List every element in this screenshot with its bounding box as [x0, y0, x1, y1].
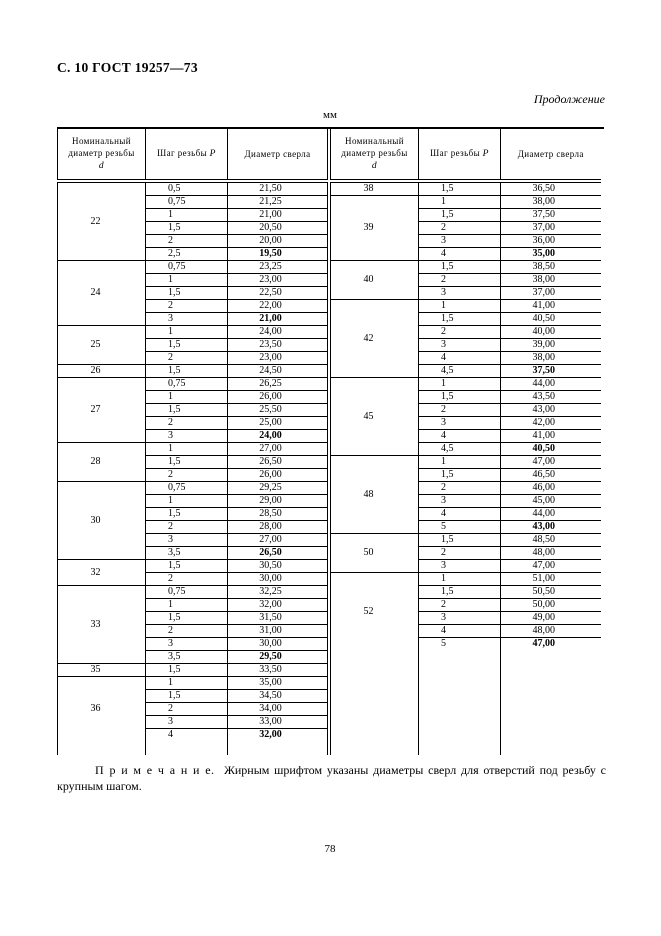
pitch-cell: 0,75 [146, 196, 228, 209]
drill-diameter-cell: 21,50 [228, 181, 328, 196]
empty-cell [228, 741, 328, 755]
pitch-cell: 1,5 [419, 261, 501, 274]
nominal-diameter-cell: 28 [58, 443, 146, 482]
pitch-cell: 1 [419, 573, 501, 586]
drill-diameter-cell: 26,50 [228, 456, 328, 469]
table-row [331, 534, 601, 547]
table-row [331, 573, 601, 586]
drill-diameter-cell: 48,00 [501, 625, 601, 638]
table-row [58, 261, 328, 274]
drill-diameter-cell: 36,50 [501, 181, 601, 196]
table-row [58, 560, 328, 573]
pitch-cell: 1,5 [146, 456, 228, 469]
col-header-drill-diameter [228, 129, 328, 181]
drill-diameter-cell: 24,00 [228, 430, 328, 443]
table-header-row [331, 129, 601, 181]
drill-diameter-cell: 50,00 [501, 599, 601, 612]
drill-diameter-cell: 34,00 [228, 703, 328, 716]
drill-diameter-cell: 39,00 [501, 339, 601, 352]
drill-diameter-cell: 23,50 [228, 339, 328, 352]
pitch-cell: 1,5 [419, 469, 501, 482]
col-header-nominal-diameter [58, 129, 146, 181]
table-row [331, 456, 601, 469]
pitch-cell: 0,75 [146, 482, 228, 495]
pitch-cell: 2 [146, 469, 228, 482]
nominal-diameter-cell: 32 [58, 560, 146, 586]
table-row [331, 300, 601, 313]
pitch-cell: 2 [146, 417, 228, 430]
drill-diameter-cell: 47,00 [501, 560, 601, 573]
pitch-cell: 2 [419, 404, 501, 417]
pitch-cell: 1 [419, 456, 501, 469]
table-row [58, 482, 328, 495]
nominal-diameter-cell: 50 [331, 534, 419, 573]
drill-diameter-cell: 34,50 [228, 690, 328, 703]
pitch-cell: 1,5 [146, 222, 228, 235]
pitch-cell: 2 [419, 599, 501, 612]
drill-diameter-cell: 35,00 [501, 248, 601, 261]
pitch-cell: 1,5 [146, 339, 228, 352]
drill-diameter-cell: 45,00 [501, 495, 601, 508]
col-header-nominal-diameter [331, 129, 419, 181]
table-row [331, 181, 601, 196]
drill-diameter-cell: 24,50 [228, 365, 328, 378]
note-label: П р и м е ч а н и е. [95, 763, 215, 777]
empty-cell [501, 650, 601, 755]
drill-diameter-cell: 37,50 [501, 209, 601, 222]
drill-diameter-cell: 20,00 [228, 235, 328, 248]
table-row [331, 378, 601, 391]
empty-cell [58, 741, 146, 755]
drill-diameter-cell: 49,00 [501, 612, 601, 625]
drill-diameter-cell: 43,00 [501, 404, 601, 417]
drill-diameter-cell: 21,00 [228, 313, 328, 326]
pitch-cell: 3 [419, 560, 501, 573]
pitch-cell: 1,5 [146, 612, 228, 625]
drill-diameter-cell: 36,00 [501, 235, 601, 248]
table-row [331, 261, 601, 274]
pitch-cell: 3 [419, 235, 501, 248]
drill-diameter-cell: 32,25 [228, 586, 328, 599]
col-header-symbol: d [98, 161, 105, 172]
drill-diameter-cell: 25,50 [228, 404, 328, 417]
drill-diameter-cell: 30,50 [228, 560, 328, 573]
drill-diameter-cell: 32,00 [259, 729, 282, 740]
pitch-cell: 2 [146, 300, 228, 313]
table-row [58, 181, 328, 196]
pitch-cell: 4,5 [419, 443, 501, 456]
drill-diameter-cell: 21,00 [228, 209, 328, 222]
col-header-pitch [419, 129, 501, 181]
drill-diameter-cell: 38,50 [501, 261, 601, 274]
drill-diameter-cell: 40,00 [501, 326, 601, 339]
pitch-cell: 5 [419, 638, 501, 651]
drill-diameter-cell: 40,50 [501, 443, 601, 456]
drill-diameter-cell: 37,00 [501, 287, 601, 300]
drill-diameter-cell: 51,00 [501, 573, 601, 586]
pitch-cell: 1 [419, 196, 501, 209]
col-header-label: Шаг резьбы [157, 148, 208, 159]
drill-diameter-cell: 40,50 [501, 313, 601, 326]
nominal-diameter-cell: 38 [331, 181, 419, 196]
empty-cell [419, 650, 501, 755]
nominal-diameter-cell: 22 [58, 181, 146, 261]
pitch-cell: 1,5 [419, 181, 501, 196]
nominal-diameter-cell: 35 [58, 664, 146, 677]
drill-diameter-cell: 43,00 [501, 521, 601, 534]
drill-diameter-cell: 22,00 [228, 300, 328, 313]
pitch-cell: 3 [419, 495, 501, 508]
table-filler-row [58, 741, 328, 755]
drill-diameter-cell: 32,00 [228, 599, 328, 612]
pitch-cell: 3 [419, 417, 501, 430]
drill-diameter-cell: 44,00 [501, 508, 601, 521]
pitch-cell: 1 [419, 300, 501, 313]
drill-diameter-cell: 29,00 [228, 495, 328, 508]
pitch-cell: 1 [419, 378, 501, 391]
pitch-cell: 2 [419, 274, 501, 287]
drill-diameter-cell: 33,00 [228, 716, 328, 729]
pitch-cell: 1 [146, 326, 228, 339]
drill-diameter-cell: 30,00 [228, 638, 328, 651]
note [57, 762, 606, 794]
table-filler-row [331, 650, 601, 755]
pitch-cell: 1,5 [146, 664, 228, 677]
pitch-cell: 1 [146, 495, 228, 508]
pitch-cell: 4 [419, 508, 501, 521]
pitch-cell: 4 [419, 248, 501, 261]
pitch-cell: 1,5 [419, 313, 501, 326]
drill-diameter-cell: 38,00 [501, 196, 601, 209]
drill-diameter-cell: 38,00 [501, 274, 601, 287]
nominal-diameter-cell: 33 [58, 586, 146, 664]
pitch-cell: 1 [146, 443, 228, 456]
drill-diameter-cell: 50,50 [501, 586, 601, 599]
pitch-cell: 4 [419, 430, 501, 443]
drill-diameter-cell: 30,00 [228, 573, 328, 586]
drill-diameter-cell: 26,00 [228, 469, 328, 482]
drill-diameter-cell: 25,00 [228, 417, 328, 430]
col-header-label: Диаметр сверла [244, 148, 311, 159]
pitch-cell: 2 [419, 326, 501, 339]
pitch-cell: 3 [146, 716, 228, 729]
table-row [58, 443, 328, 456]
drill-diameter-cell: 20,50 [228, 222, 328, 235]
drill-diameter-cell: 26,50 [228, 547, 328, 560]
pitch-cell: 5 [419, 521, 501, 534]
pitch-cell: 2 [146, 625, 228, 638]
drill-diameter-cell: 42,00 [501, 417, 601, 430]
drill-diameter-cell: 31,50 [228, 612, 328, 625]
nominal-diameter-cell: 24 [58, 261, 146, 326]
pitch-cell: 1 [146, 209, 228, 222]
drill-diameter-cell: 38,00 [501, 352, 601, 365]
drill-diameter-cell: 24,00 [228, 326, 328, 339]
drill-diameter-cell: 22,50 [228, 287, 328, 300]
nominal-diameter-cell: 48 [331, 456, 419, 534]
drill-diameter-cell: 33,50 [228, 664, 328, 677]
drill-diameter-tables [57, 127, 604, 755]
pitch-cell: 2 [146, 352, 228, 365]
drill-diameter-cell: 37,00 [501, 222, 601, 235]
col-header-label: Номинальный диаметр резьбы [341, 135, 408, 159]
col-header-label: Номинальный диаметр резьбы [68, 135, 135, 159]
pitch-cell: 2,5 [146, 248, 228, 261]
pitch-cell: 3 [146, 534, 228, 547]
drill-diameter-cell: 28,50 [228, 508, 328, 521]
pitch-cell: 3,5 [146, 651, 228, 664]
pitch-cell: 3 [146, 313, 228, 326]
nominal-diameter-cell: 36 [58, 677, 146, 742]
pitch-cell: 1,5 [419, 586, 501, 599]
page-number: 78 [324, 843, 336, 855]
drill-diameter-cell: 27,00 [228, 534, 328, 547]
empty-cell [331, 650, 419, 755]
drill-diameter-cell: 26,00 [228, 391, 328, 404]
pitch-cell: 3 [419, 287, 501, 300]
pitch-cell: 3 [146, 638, 228, 651]
drill-diameter-cell: 31,00 [228, 625, 328, 638]
table-row [58, 365, 328, 378]
table-row [58, 664, 328, 677]
pitch-cell: 1,5 [146, 365, 228, 378]
pitch-cell: 3,5 [146, 547, 228, 560]
nominal-diameter-cell: 42 [331, 300, 419, 378]
pitch-cell: 2 [419, 222, 501, 235]
drill-diameter-cell: 48,50 [501, 534, 601, 547]
drill-diameter-cell: 35,00 [228, 677, 328, 690]
drill-diameter-cell: 48,00 [501, 547, 601, 560]
pitch-cell: 1,5 [146, 560, 228, 573]
pitch-cell: 1,5 [146, 508, 228, 521]
pitch-cell: 2 [419, 547, 501, 560]
pitch-cell: 4 [146, 729, 228, 742]
nominal-diameter-cell: 26 [58, 365, 146, 378]
drill-diameter-cell: 41,00 [501, 300, 601, 313]
drill-diameter-cell: 41,00 [501, 430, 601, 443]
col-header-label: Шаг резьбы [430, 148, 481, 159]
table-row [58, 677, 328, 690]
pitch-cell: 0,5 [146, 181, 228, 196]
pitch-cell: 3 [419, 612, 501, 625]
nominal-diameter-cell: 45 [331, 378, 419, 456]
pitch-cell: 1,5 [146, 287, 228, 300]
pitch-cell: 2 [146, 521, 228, 534]
drill-diameter-cell: 23,25 [228, 261, 328, 274]
pitch-cell: 4,5 [419, 365, 501, 378]
pitch-cell: 3 [419, 339, 501, 352]
pitch-cell: 0,75 [146, 586, 228, 599]
pitch-cell: 0,75 [146, 378, 228, 391]
continuation-label: Продолжение [533, 92, 605, 106]
pitch-cell: 1 [146, 391, 228, 404]
drill-diameter-cell: 43,50 [501, 391, 601, 404]
col-header-label: Диаметр сверла [517, 148, 584, 159]
drill-diameter-cell: 47,00 [532, 638, 555, 649]
table-row [331, 196, 601, 209]
pitch-cell: 2 [146, 235, 228, 248]
drill-table-right [330, 129, 601, 755]
table-row [58, 378, 328, 391]
note-text: Жирным шрифтом указаны диаметры сверл для отверстий под резьбу с крупным шагом. [57, 763, 606, 794]
nominal-diameter-cell: 40 [331, 261, 419, 300]
nominal-diameter-cell: 30 [58, 482, 146, 560]
table-row [58, 326, 328, 339]
col-header-symbol: P [482, 149, 489, 160]
drill-diameter-cell: 47,00 [501, 456, 601, 469]
drill-diameter-cell: 28,00 [228, 521, 328, 534]
pitch-cell: 1 [146, 599, 228, 612]
empty-cell [146, 741, 228, 755]
drill-diameter-cell: 27,00 [228, 443, 328, 456]
nominal-diameter-cell: 52 [331, 573, 419, 651]
unit-label: мм [323, 109, 337, 121]
drill-diameter-cell: 44,00 [501, 378, 601, 391]
col-header-pitch [146, 129, 228, 181]
drill-diameter-cell: 23,00 [228, 352, 328, 365]
pitch-cell: 1,5 [146, 404, 228, 417]
pitch-cell: 1,5 [146, 690, 228, 703]
nominal-diameter-cell: 25 [58, 326, 146, 365]
col-header-symbol: P [209, 149, 216, 160]
pitch-cell: 1,5 [419, 391, 501, 404]
nominal-diameter-cell: 27 [58, 378, 146, 443]
pitch-cell: 4 [419, 352, 501, 365]
table-row [58, 586, 328, 599]
drill-diameter-cell: 29,50 [228, 651, 328, 664]
nominal-diameter-cell: 39 [331, 196, 419, 261]
page-header: С. 10 ГОСТ 19257—73 [57, 60, 198, 75]
drill-diameter-cell: 29,25 [228, 482, 328, 495]
pitch-cell: 2 [146, 573, 228, 586]
pitch-cell: 2 [146, 703, 228, 716]
pitch-cell: 2 [419, 482, 501, 495]
pitch-cell: 3 [146, 430, 228, 443]
pitch-cell: 1,5 [419, 534, 501, 547]
col-header-symbol: d [371, 161, 378, 172]
drill-diameter-cell: 26,25 [228, 378, 328, 391]
pitch-cell: 4 [419, 625, 501, 638]
drill-diameter-cell: 19,50 [228, 248, 328, 261]
drill-table-left [57, 129, 328, 755]
drill-diameter-cell: 21,25 [228, 196, 328, 209]
pitch-cell: 1 [146, 677, 228, 690]
pitch-cell: 1,5 [419, 209, 501, 222]
col-header-drill-diameter [501, 129, 601, 181]
table-header-row [58, 129, 328, 181]
drill-diameter-cell: 46,00 [501, 482, 601, 495]
drill-diameter-cell: 46,50 [501, 469, 601, 482]
drill-diameter-cell: 37,50 [501, 365, 601, 378]
pitch-cell: 0,75 [146, 261, 228, 274]
pitch-cell: 1 [146, 274, 228, 287]
drill-diameter-cell: 23,00 [228, 274, 328, 287]
